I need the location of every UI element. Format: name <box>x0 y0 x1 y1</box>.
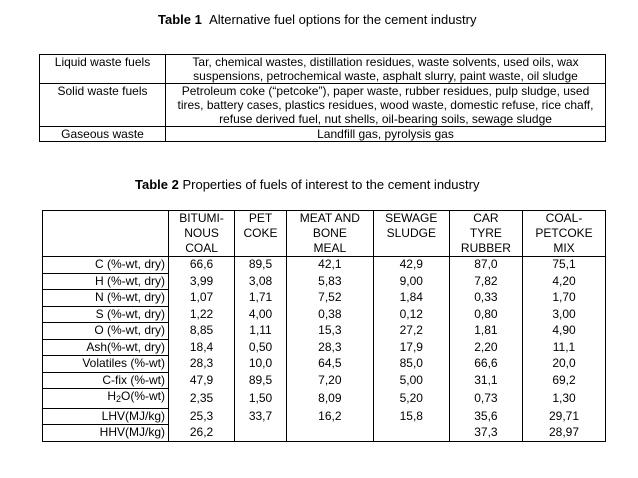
table1-caption <box>158 12 476 27</box>
row-label: Liquid waste fuels <box>40 55 166 84</box>
value-cell: 25,3 <box>169 408 235 425</box>
row-label: Ash(%-wt, dry) <box>43 339 169 356</box>
row-label <box>43 389 169 409</box>
value-cell: 0,73 <box>449 389 522 409</box>
table-row <box>43 389 606 409</box>
column-header <box>286 211 373 257</box>
value-cell: 1,07 <box>169 290 235 307</box>
value-cell: 7,82 <box>449 273 522 290</box>
value-cell: 7,20 <box>286 372 373 389</box>
row-label: O (%-wt, dry) <box>43 323 169 340</box>
table-row <box>43 408 606 425</box>
header-line: MEAL <box>313 241 347 255</box>
header-line: PET <box>248 211 273 225</box>
value-cell: 2,20 <box>449 339 522 356</box>
value-cell: 7,52 <box>286 290 373 307</box>
value-cell: 5,83 <box>286 273 373 290</box>
value-cell: 2,35 <box>169 389 235 409</box>
fuel-properties-table <box>42 210 606 442</box>
header-line: BITUMI- <box>179 211 224 225</box>
value-cell: 87,0 <box>449 257 522 274</box>
value-cell: 0,50 <box>235 339 287 356</box>
header-line: TYRE <box>469 226 502 240</box>
row-label: C-fix (%-wt) <box>43 372 169 389</box>
table-row <box>43 356 606 373</box>
value-cell: 20,0 <box>523 356 606 373</box>
value-cell: 35,6 <box>449 408 522 425</box>
table1-caption-text: Alternative fuel options for the cement industry <box>209 12 477 27</box>
value-cell: 16,2 <box>286 408 373 425</box>
value-cell <box>373 425 449 442</box>
value-cell: 17,9 <box>373 339 449 356</box>
column-header <box>169 211 235 257</box>
value-cell: 3,99 <box>169 273 235 290</box>
column-header <box>235 211 287 257</box>
row-label: N (%-wt, dry) <box>43 290 169 307</box>
value-cell: 26,2 <box>169 425 235 442</box>
table-body <box>43 257 606 442</box>
value-cell: 18,4 <box>169 339 235 356</box>
value-cell: 1,22 <box>169 306 235 323</box>
value-cell: 15,3 <box>286 323 373 340</box>
header-line: COKE <box>243 226 278 240</box>
table2-caption <box>135 177 479 192</box>
value-cell: 47,9 <box>169 372 235 389</box>
value-cell: 89,5 <box>235 372 287 389</box>
value-cell <box>235 425 287 442</box>
table2-caption-text: Properties of fuels of interest to the cement industry <box>182 177 480 192</box>
value-cell: 1,11 <box>235 323 287 340</box>
value-cell: 0,80 <box>449 306 522 323</box>
table-row <box>40 84 606 127</box>
value-cell: 28,97 <box>523 425 606 442</box>
corner-cell <box>43 211 169 257</box>
value-cell: 3,00 <box>523 306 606 323</box>
value-cell: 4,00 <box>235 306 287 323</box>
value-cell: 1,84 <box>373 290 449 307</box>
value-cell: 42,9 <box>373 257 449 274</box>
value-cell: 66,6 <box>169 257 235 274</box>
header-line: COAL- <box>545 211 583 225</box>
value-cell: 1,50 <box>235 389 287 409</box>
column-header <box>523 211 606 257</box>
row-label: Solid waste fuels <box>40 84 166 127</box>
table-row <box>43 339 606 356</box>
column-header <box>373 211 449 257</box>
value-cell: 8,85 <box>169 323 235 340</box>
row-label: Gaseous waste <box>40 127 166 142</box>
table-row <box>43 273 606 290</box>
table-row <box>43 323 606 340</box>
table-row <box>43 290 606 307</box>
row-label: HHV(MJ/kg) <box>43 425 169 442</box>
value-cell: 31,1 <box>449 372 522 389</box>
value-cell: 1,81 <box>449 323 522 340</box>
row-text: Landfill gas, pyrolysis gas <box>166 127 606 142</box>
header-line: NOUS <box>184 226 219 240</box>
value-cell: 11,1 <box>523 339 606 356</box>
table-row <box>43 372 606 389</box>
value-cell: 28,3 <box>169 356 235 373</box>
row-label-subscript: 2 <box>115 394 121 404</box>
header-line: SLUDGE <box>386 226 436 240</box>
value-cell: 4,90 <box>523 323 606 340</box>
value-cell <box>286 425 373 442</box>
header-line: PETCOKE <box>535 226 593 240</box>
value-cell: 69,2 <box>523 372 606 389</box>
header-line: BONE <box>312 226 347 240</box>
value-cell: 27,2 <box>373 323 449 340</box>
value-cell: 5,20 <box>373 389 449 409</box>
value-cell: 85,0 <box>373 356 449 373</box>
value-cell: 66,6 <box>449 356 522 373</box>
value-cell: 8,09 <box>286 389 373 409</box>
value-cell: 10,0 <box>235 356 287 373</box>
value-cell: 1,71 <box>235 290 287 307</box>
alternative-fuels-table <box>39 54 606 142</box>
value-cell: 0,38 <box>286 306 373 323</box>
header-line: CAR <box>473 211 499 225</box>
row-label: H (%-wt, dry) <box>43 273 169 290</box>
value-cell: 1,70 <box>523 290 606 307</box>
row-label-text: O(%-wt) <box>121 389 165 403</box>
row-label: Volatiles (%-wt) <box>43 356 169 373</box>
value-cell: 64,5 <box>286 356 373 373</box>
row-text: Petroleum coke (“petcoke”), paper waste, rubber residues, pulp sludge, used tires, battery cases, plastics residues, wood waste, domestic refuse, rice chaff, refuse derived fuel, nut shells, oil-bearing soils, sewage sludge <box>166 84 606 127</box>
table-row <box>43 306 606 323</box>
column-header <box>449 211 522 257</box>
header-line: MIX <box>553 241 575 255</box>
table-row <box>40 127 606 142</box>
value-cell: 29,71 <box>523 408 606 425</box>
value-cell: 3,08 <box>235 273 287 290</box>
row-label: C (%-wt, dry) <box>43 257 169 274</box>
value-cell: 42,1 <box>286 257 373 274</box>
value-cell: 89,5 <box>235 257 287 274</box>
table-row <box>43 425 606 442</box>
row-label: LHV(MJ/kg) <box>43 408 169 425</box>
table-row <box>43 257 606 274</box>
value-cell: 4,20 <box>523 273 606 290</box>
value-cell: 75,1 <box>523 257 606 274</box>
header-line: RUBBER <box>460 241 511 255</box>
header-line: MEAT AND <box>299 211 360 225</box>
row-label-text: H <box>107 389 116 403</box>
table2-caption-label: Table 2 <box>135 177 179 192</box>
value-cell: 15,8 <box>373 408 449 425</box>
row-label: S (%-wt, dry) <box>43 306 169 323</box>
table-row <box>40 55 606 84</box>
value-cell: 5,00 <box>373 372 449 389</box>
value-cell: 0,33 <box>449 290 522 307</box>
header-line: SEWAGE <box>385 211 438 225</box>
value-cell: 28,3 <box>286 339 373 356</box>
header-row <box>43 211 606 257</box>
value-cell: 1,30 <box>523 389 606 409</box>
value-cell: 37,3 <box>449 425 522 442</box>
value-cell: 33,7 <box>235 408 287 425</box>
header-line: COAL <box>185 241 218 255</box>
value-cell: 9,00 <box>373 273 449 290</box>
value-cell: 0,12 <box>373 306 449 323</box>
table1-caption-label: Table 1 <box>158 12 202 27</box>
row-text: Tar, chemical wastes, distillation residues, waste solvents, used oils, wax suspensions, petrochemical waste, asphalt slurry, paint waste, oil sludge <box>166 55 606 84</box>
